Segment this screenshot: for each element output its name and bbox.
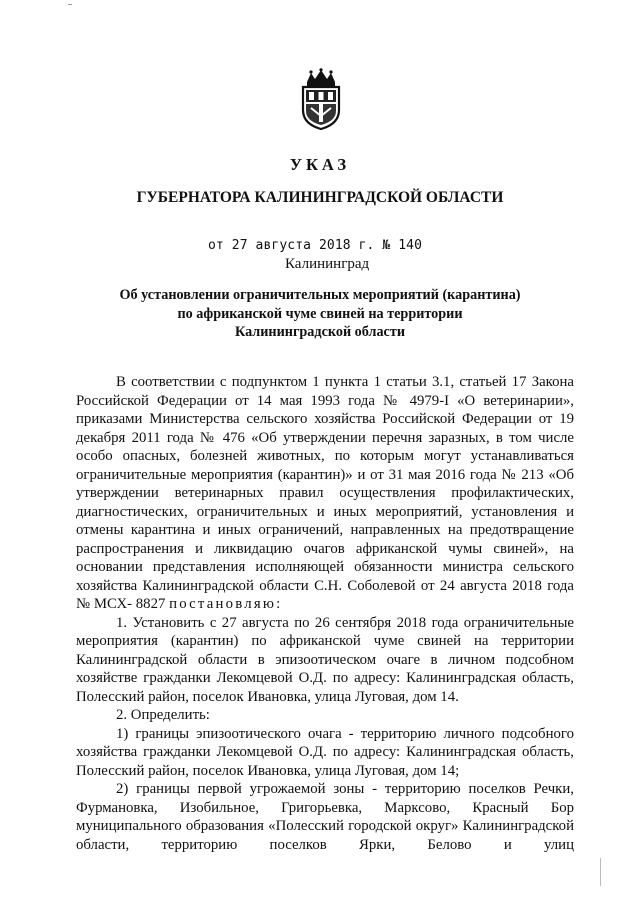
scan-edge-mark xyxy=(600,858,601,886)
item-2-1-paragraph: 1) границы эпизоотического очага - территорию личного подсобного хозяйства гражданки Лекомцевой О.Д. по адресу: Калининградская область, Полесский район, поселок Ивановка, улица Луговая, дом 14; xyxy=(76,725,574,779)
document-title: УКАЗ xyxy=(289,155,351,174)
item-2-2-paragraph: 2) границы первой угрожаемой зоны - территорию поселков Речки, Фурмановка, Изобильное, Григорьевка, Марксово, Красный Бор муниципального образования «Полесский городской округ» Калининградской области, территорию поселков Ярки, Белово и улиц xyxy=(76,781,574,853)
subject-line-1: Об установлении ограничительных мероприятий (карантина) xyxy=(119,287,521,303)
scan-artifact xyxy=(68,4,72,5)
decree-word: постановляю: xyxy=(169,596,283,612)
document-subject xyxy=(100,286,540,342)
subject-line-3: Калининградской области xyxy=(234,324,405,340)
document-issuer: ГУБЕРНАТОРА КАЛИНИНГРАДСКОЙ ОБЛАСТИ xyxy=(136,189,504,206)
date-number-line: от 27 августа 2018 г. № 140 xyxy=(208,238,423,253)
document-body xyxy=(76,373,574,854)
preamble-paragraph xyxy=(76,373,574,614)
subject-line-2: по африканской чуме свиней на территории xyxy=(177,305,463,322)
city-name: Калининград xyxy=(285,256,370,272)
item-1-paragraph: 1. Установить с 27 августа по 26 сентября 2018 года ограничительные мероприятия (карантин) по африканской чуме свиней на территории Калининградской области в эпизоотическом очаге в личном подсобном хозяйстве гражданки Лекомцевой О.Д. по адресу: Калининградская область, Полесский район, поселок Ивановка, улица Луговая, дом 14. xyxy=(76,614,574,705)
preamble-text: В соответствии с подпунктом 1 пункта 1 статьи 3.1, статьей 17 Закона Российской Федерации от 14 мая 1993 года № 4979-I «О ветеринарии», приказами Министерства сельского хозяйства Российской Федерации от 19 декабря 2011 года № 476 «Об утверждении перечня заразных, в том числе особо опасных, болезней животных, по которым могут устанавливаться ограничительные мероприятия (карантин)» и от 31 мая 2016 года № 213 «Об утверждении ветеринарных правил осуществления профилактических, диагностических, ограничительных и иных мероприятий, установления и отмены карантина и иных ограничений, направленных на предотвращение распространения и ликвидацию очагов африканской чумы свиней», на основании представления исполняющей обязанности министра сельского хозяйства Калининградской области С.Н. Соболевой от 24 августа 2018 года № МСХ- 8827 xyxy=(76,374,574,612)
coat-of-arms-emblem xyxy=(299,68,343,130)
item-2-paragraph: 2. Определить: xyxy=(116,707,210,723)
